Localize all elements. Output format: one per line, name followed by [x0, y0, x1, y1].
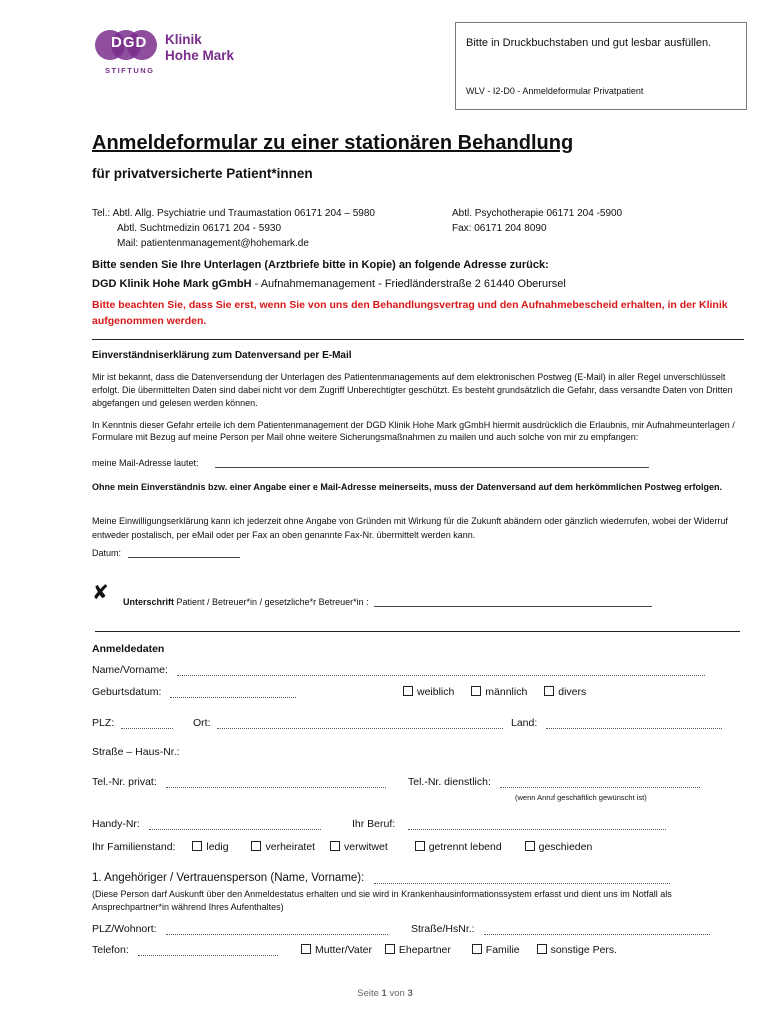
handy-field[interactable] — [149, 819, 321, 830]
contact-tel2: Abtl. Suchtmedizin 06171 204 - 5930 — [117, 223, 281, 234]
consent-p2: In Kenntnis dieser Gefahr erteile ich dem Patientenmanagement der DGD Klinik Hohe Mark gGmbH hiermit ausdrücklich die Erlaubnis, mir Aufnahmeunterlagen / Formulare mit Bezug auf meine Person per Mail ohne weitere Sicherungsmaßnahmen zu mailen und auch solche von mir zu empfangen: — [92, 420, 735, 442]
klinik-line1: Klinik — [165, 32, 202, 47]
tel-note: (wenn Anruf geschäftlich gewünscht ist) — [515, 793, 647, 802]
form-code: WLV - I2-D0 - Anmeldeformular Privatpatient — [466, 86, 644, 96]
date-row — [92, 548, 240, 558]
contact-tel3: Abtl. Psychotherapie 06171 204 -5900 — [452, 208, 623, 219]
checkbox-divers[interactable] — [544, 686, 554, 696]
consent-p1: Mir ist bekannt, dass die Datenversendung der Unterlagen des Patientenmanagements auf dem elektronischen Postweg (E-Mail) in aller Regel unverschlüsselt erfolgt. Die übermittelten Daten sind dabei nicht vor dem Zugriff Unberechtigter geschützt. Es besteht grundsätzlich die Gefahr, dass versandte Daten von Dritten abgefangen und gelesen werden können. — [92, 372, 733, 408]
strasse-hs-field[interactable] — [484, 924, 710, 935]
address-intro: Bitte senden Sie Ihre Unterlagen (Arztbriefe bitte in Kopie) an folgende Adresse zurück: — [92, 259, 549, 271]
label-geschieden: geschieden — [538, 841, 593, 853]
page-footer — [0, 988, 770, 999]
plz-wohn-label: PLZ/Wohnort: — [92, 923, 157, 935]
form-heading: Anmeldedaten — [92, 643, 165, 655]
ang-note: (Diese Person darf Auskunft über den Anmeldestatus erhalten und sie wird in Krankenhausinformationssystem erfasst und dient uns im Notfall als Ansprechpartner*in während Ihres Aufenthaltes) — [92, 889, 672, 912]
familie-row — [92, 841, 592, 853]
handy-label: Handy-Nr: — [92, 818, 140, 830]
handy-row — [92, 818, 321, 830]
land-field[interactable] — [546, 718, 722, 729]
mail-row — [92, 458, 649, 468]
label-ehepartner: Ehepartner — [398, 944, 451, 956]
label-maennlich: männlich — [485, 686, 528, 698]
footer-seite: Seite — [357, 988, 379, 999]
land-label: Land: — [511, 717, 538, 729]
gender-options — [403, 686, 586, 698]
dob-field[interactable] — [170, 687, 296, 698]
label-verheiratet: verheiratet — [265, 841, 316, 853]
consent-heading: Einverständniserklärung zum Datenversand per E-Mail — [92, 350, 352, 361]
consent-p4: Meine Einwilligungserklärung kann ich jederzeit ohne Angabe von Gründen mit Wirkung für die Zukunft abändern oder gänzlich wiederrufen, wobei der Widerruf entweder postalisch, per eMail oder per Fax an oben genannte Fax-Nr. übermittelt werden kann. — [92, 516, 728, 540]
ang-heading: 1. Angehöriger / Vertrauensperson (Name, Vorname): — [92, 872, 365, 884]
checkbox-mutter-vater[interactable] — [301, 944, 311, 954]
label-divers: divers — [558, 686, 587, 698]
beruf-label: Ihr Beruf: — [352, 818, 396, 830]
familie-label: Ihr Familienstand: — [92, 841, 176, 853]
consent-p3: Ohne mein Einverständnis bzw. einer Angabe einer e Mail-Adresse meinerseits, muss der Datenversand auf dem herkömmlichen Postweg erfolgen. — [92, 482, 723, 492]
ang-row — [92, 872, 670, 884]
footer-total-pages: 3 — [407, 988, 413, 999]
page-title: Anmeldeformular zu einer stationären Behandlung — [92, 132, 574, 154]
plz-row — [92, 717, 173, 729]
ang-field[interactable] — [374, 873, 670, 884]
tel-dienst-field[interactable] — [500, 777, 700, 788]
footer-current-page: 1 — [381, 988, 387, 999]
mail-field[interactable] — [215, 458, 649, 468]
beruf-row — [352, 818, 666, 830]
plz-wohn-field[interactable] — [166, 924, 388, 935]
label-getrennt: getrennt lebend — [428, 841, 502, 853]
ort-field[interactable] — [217, 718, 503, 729]
checkbox-familie[interactable] — [472, 944, 482, 954]
name-label: Name/Vorname: — [92, 664, 168, 676]
klinik-name — [165, 32, 234, 64]
address-warning: Bitte beachten Sie, dass Sie erst, wenn Sie von uns den Behandlungsvertrag und den Aufnahmebescheid erhalten, in der Klinik aufgenommen werden. — [92, 299, 728, 327]
label-mutter-vater: Mutter/Vater — [315, 944, 372, 956]
label-weiblich: weiblich — [417, 686, 455, 698]
plz-wohn-row — [92, 923, 388, 935]
checkbox-geschieden[interactable] — [525, 841, 535, 851]
tel-priv-row — [92, 776, 386, 788]
tel-priv-field[interactable] — [166, 777, 386, 788]
ort-row — [193, 717, 503, 729]
address-company: DGD Klinik Hohe Mark gGmbH — [92, 278, 252, 290]
contact-tel1: Tel.: Abtl. Allg. Psychiatrie und Traumastation 06171 204 – 5980 — [92, 208, 375, 219]
signature-row — [123, 597, 652, 607]
tel-dienst-label: Tel.-Nr. dienstlich: — [408, 776, 491, 788]
checkbox-ledig[interactable] — [192, 841, 202, 851]
note-text: Bitte in Druckbuchstaben und gut lesbar ausfüllen. — [466, 37, 712, 49]
footer-von: von — [389, 988, 405, 999]
telefon-field[interactable] — [138, 945, 278, 956]
note-box — [455, 22, 747, 110]
strasse-hs-label: Straße/HsNr.: — [411, 923, 475, 935]
name-field[interactable] — [177, 665, 705, 676]
signature-label: Patient / Betreuer*in / gesetzliche*r Betreuer*in : — [174, 597, 369, 607]
tel-priv-label: Tel.-Nr. privat: — [92, 776, 157, 788]
plz-label: PLZ: — [92, 717, 115, 729]
divider — [92, 339, 744, 340]
checkbox-weiblich[interactable] — [403, 686, 413, 696]
checkbox-maennlich[interactable] — [471, 686, 481, 696]
dob-row — [92, 686, 296, 698]
stiftung-label: STIFTUNG — [105, 66, 155, 75]
checkbox-verwitwet[interactable] — [330, 841, 340, 851]
telefon-row — [92, 944, 278, 956]
logo-text: DGD — [111, 34, 148, 51]
date-field[interactable] — [128, 548, 240, 558]
checkbox-sonstige[interactable] — [537, 944, 547, 954]
name-row — [92, 664, 705, 676]
address-line — [92, 278, 566, 290]
tel-dienst-row — [408, 776, 700, 788]
date-label: Datum: — [92, 548, 122, 558]
address-rest: - Aufnahmemanagement - Friedländerstraße 2 61440 Oberursel — [251, 278, 566, 290]
contact-fax: Fax: 06171 204 8090 — [452, 223, 547, 234]
strasse-label: Straße – Haus-Nr.: — [92, 746, 180, 758]
klinik-line2: Hohe Mark — [165, 48, 235, 63]
signature-field[interactable] — [374, 597, 652, 607]
plz-field[interactable] — [121, 718, 173, 729]
label-ledig: ledig — [206, 841, 229, 853]
contact-mail: Mail: patientenmanagement@hohemark.de — [117, 238, 309, 249]
signature-label-bold: Unterschrift — [123, 597, 175, 607]
logo — [95, 30, 157, 62]
beruf-field[interactable] — [408, 819, 666, 830]
telefon-label: Telefon: — [92, 944, 129, 956]
mail-label: meine Mail-Adresse lautet: — [92, 458, 199, 468]
signature-mark: ✘ — [92, 582, 109, 604]
checkbox-getrennt[interactable] — [415, 841, 425, 851]
strasse-row — [92, 746, 182, 758]
dob-label: Geburtsdatum: — [92, 686, 162, 698]
checkbox-ehepartner[interactable] — [385, 944, 395, 954]
checkbox-verheiratet[interactable] — [251, 841, 261, 851]
relation-options — [301, 944, 617, 956]
label-verwitwet: verwitwet — [344, 841, 388, 853]
label-sonstige: sonstige Pers. — [550, 944, 618, 956]
divider — [95, 631, 740, 632]
strasse-hs-row — [411, 923, 710, 935]
ort-label: Ort: — [193, 717, 211, 729]
label-familie: Familie — [485, 944, 520, 956]
page-subtitle: für privatversicherte Patient*innen — [92, 166, 313, 181]
land-row — [511, 717, 722, 729]
